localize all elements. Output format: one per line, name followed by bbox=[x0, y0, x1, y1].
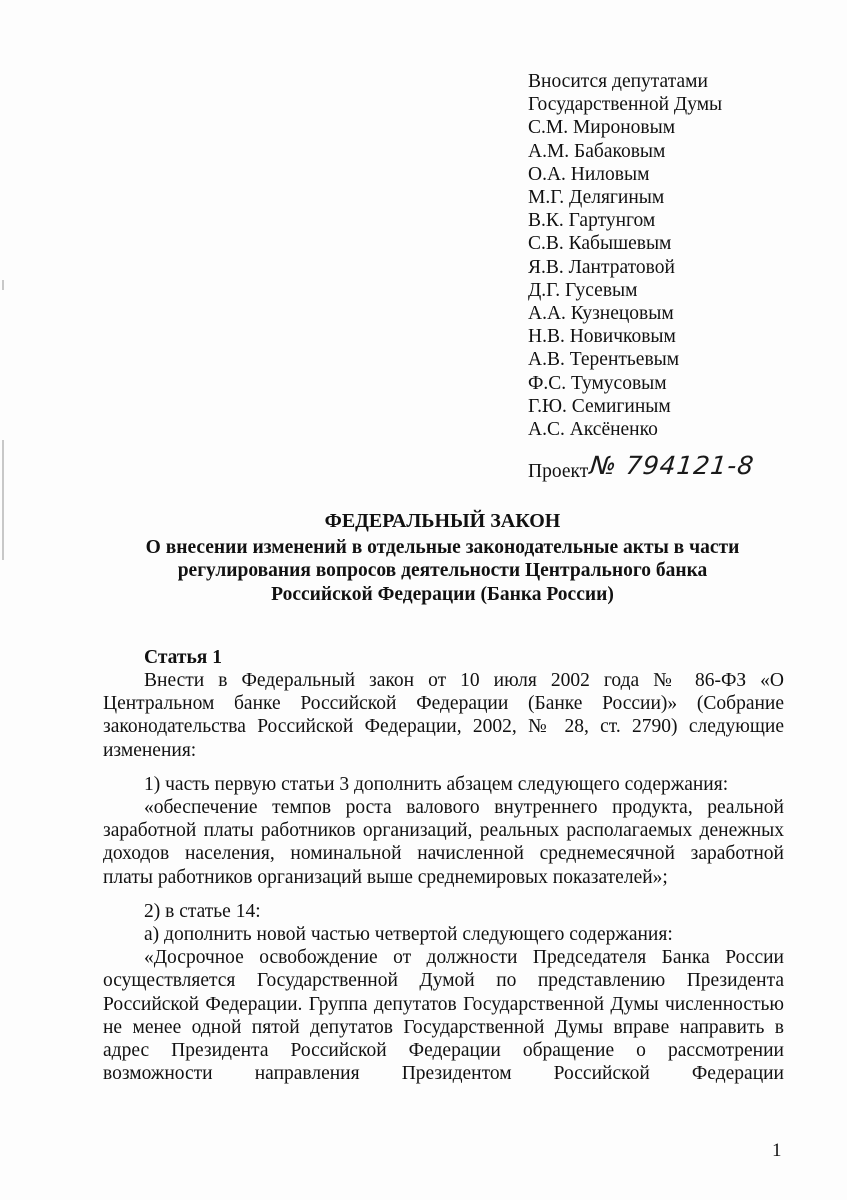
item1-lead: 1) часть первую статьи 3 дополнить абзацем следующего содержания: bbox=[144, 773, 729, 795]
scan-margin-mark bbox=[2, 440, 4, 560]
sponsor-line: Государственной Думы bbox=[528, 94, 723, 116]
article-heading: Статья 1 bbox=[144, 647, 222, 668]
sponsor-line: В.К. Гартунгом bbox=[528, 210, 656, 232]
sponsor-line: Ф.С. Тумусовым bbox=[528, 372, 667, 394]
law-title bbox=[100, 510, 785, 606]
article-intro: Внести в Федеральный закон от 10 июля 2002 года № 86-ФЗ «О Центральном банке Российской Федерации (Банке России)» (Собрание законодательства Российской Федерации, 2002, № 28, ст. 2790) следующие изменения: bbox=[103, 670, 784, 761]
sponsor-line: А.А. Кузнецовым bbox=[528, 303, 674, 325]
sponsor-line: А.М. Бабаковым bbox=[528, 140, 666, 162]
sponsor-line: Вносится депутатами bbox=[528, 71, 708, 92]
handwritten-number: № 794121-8 bbox=[588, 451, 757, 480]
law-subtitle-line: О внесении изменений в отдельные законодательные акты в части bbox=[145, 536, 740, 558]
law-type-heading: ФЕДЕРАЛЬНЫЙ ЗАКОН bbox=[324, 510, 561, 532]
sponsor-line: А.В. Терентьевым bbox=[528, 349, 680, 371]
law-subtitle-line: регулирования вопросов деятельности Центрального банка bbox=[177, 560, 708, 581]
sponsor-line: Н.В. Новичковым bbox=[528, 326, 676, 348]
item2-lead: 2) в статье 14: bbox=[144, 900, 261, 922]
sponsor-line: Д.Г. Гусевым bbox=[528, 279, 638, 301]
page-number: 1 bbox=[772, 1140, 782, 1161]
sponsor-line: С.В. Кабышевым bbox=[528, 233, 672, 255]
project-number bbox=[528, 451, 757, 484]
sponsor-line: М.Г. Делягиным bbox=[528, 187, 665, 209]
sponsors-block bbox=[528, 70, 722, 441]
item2a-text: «Досрочное освобождение от должности Председателя Банка России осуществляется Государственной Думой по представлению Президента Российской Федерации. Группа депутатов Государственной Думы численностью не менее одной пятой депутатов Государственной Думы вправе направить в адрес Президента Российской Федерации обращение о рассмотрении возможности направления Президентом Российской Федерации bbox=[103, 947, 784, 1085]
sponsor-line: Я.В. Лантратовой bbox=[528, 256, 675, 278]
item1-text: «обеспечение темпов роста валового внутреннего продукта, реальной заработной платы работников организаций, реальных располагаемых денежных доходов населения, номинальной начисленной среднемесячной заработной платы работников организаций выше среднемировых показателей»; bbox=[103, 797, 784, 888]
sponsor-line: О.А. Ниловым bbox=[528, 163, 650, 185]
project-label: Проект bbox=[528, 461, 589, 482]
article-body bbox=[103, 669, 784, 1085]
sponsor-line: Г.Ю. Семигиным bbox=[528, 395, 671, 417]
law-subtitle-line: Российской Федерации (Банка России) bbox=[271, 583, 614, 605]
sponsor-line: А.С. Аксёненко bbox=[528, 419, 658, 441]
scan-margin-mark bbox=[2, 280, 4, 290]
item2a-lead: а) дополнить новой частью четвертой следующего содержания: bbox=[144, 924, 673, 946]
sponsor-line: С.М. Мироновым bbox=[528, 117, 676, 139]
